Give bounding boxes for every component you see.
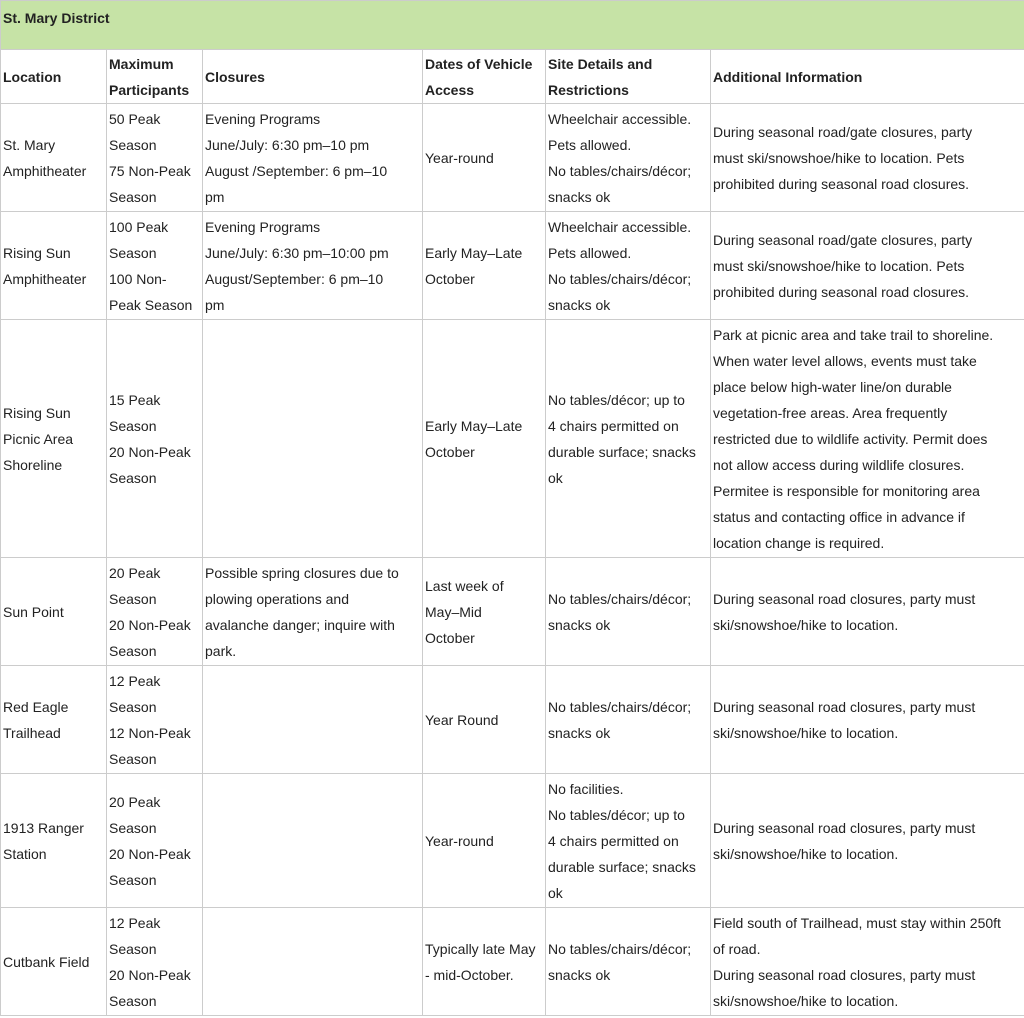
header-participants-line: Participants bbox=[109, 81, 190, 98]
cell-text-line: Early May–Late bbox=[425, 244, 523, 261]
cell-additional-information bbox=[711, 774, 1024, 908]
cell-text-line: Season bbox=[109, 642, 157, 659]
cell-text-line: - mid-October. bbox=[425, 966, 514, 983]
cell-maximum-participants bbox=[107, 320, 203, 558]
cell-text-line: Season bbox=[109, 136, 157, 153]
cell-text-line: During seasonal road closures, party must bbox=[713, 819, 976, 836]
cell-text-line: 20 Peak bbox=[109, 793, 161, 810]
cell-text-line: June/July: 6:30 pm–10:00 pm bbox=[205, 244, 389, 261]
cell-text-line: Season bbox=[109, 188, 157, 205]
header-location: Location bbox=[1, 50, 107, 104]
header-additional-information: Additional Information bbox=[711, 50, 1024, 104]
cell-text-line: When water level allows, events must take bbox=[713, 352, 977, 369]
cell-text-line: ski/snowshoe/hike to location. bbox=[713, 724, 899, 741]
cell-text-line: During seasonal road closures, party must bbox=[713, 966, 976, 983]
cell-text-line: October bbox=[425, 443, 475, 460]
cell-text-line: Year Round bbox=[425, 711, 499, 728]
cell-text-line: ski/snowshoe/hike to location. bbox=[713, 616, 899, 633]
cell-text-line: park. bbox=[205, 642, 237, 659]
table-row bbox=[1, 212, 1024, 320]
cell-maximum-participants bbox=[107, 104, 203, 212]
cell-text-line: status and contacting office in advance if bbox=[713, 508, 965, 525]
cell-site-details bbox=[546, 908, 711, 1016]
cell-site-details bbox=[546, 558, 711, 666]
cell-text-line: prohibited during seasonal road closures. bbox=[713, 283, 970, 300]
cell-text-line: Peak Season bbox=[109, 296, 193, 313]
cell-closures bbox=[203, 908, 423, 1016]
cell-site-details bbox=[546, 104, 711, 212]
cell-location bbox=[1, 666, 107, 774]
header-dates-line: Dates of Vehicle bbox=[425, 55, 533, 72]
table-row bbox=[1, 774, 1024, 908]
cell-dates-of-vehicle-access bbox=[423, 320, 546, 558]
cell-text-line: 50 Peak bbox=[109, 110, 161, 127]
cell-text-line: 4 chairs permitted on bbox=[548, 417, 679, 434]
cell-closures bbox=[203, 212, 423, 320]
cell-text-line: Park at picnic area and take trail to shoreline. bbox=[713, 326, 994, 343]
cell-site-details bbox=[546, 212, 711, 320]
cell-text-line: Last week of bbox=[425, 577, 504, 594]
header-dates-of-vehicle-access bbox=[423, 50, 546, 104]
cell-closures bbox=[203, 320, 423, 558]
cell-text-line: Rising Sun bbox=[3, 244, 71, 261]
cell-text-line: Possible spring closures due to bbox=[205, 564, 399, 581]
table-row bbox=[1, 666, 1024, 774]
cell-text-line: During seasonal road closures, party must bbox=[713, 590, 976, 607]
cell-text-line: No tables/chairs/décor; bbox=[548, 698, 692, 715]
header-access-line: Access bbox=[425, 81, 475, 98]
cell-text-line: Season bbox=[109, 244, 157, 261]
cell-location bbox=[1, 320, 107, 558]
cell-text-line: Typically late May bbox=[425, 940, 536, 957]
cell-text-line: Season bbox=[109, 698, 157, 715]
cell-text-line: Pets allowed. bbox=[548, 244, 632, 261]
cell-maximum-participants bbox=[107, 908, 203, 1016]
cell-dates-of-vehicle-access bbox=[423, 212, 546, 320]
cell-text-line: June/July: 6:30 pm–10 pm bbox=[205, 136, 370, 153]
cell-location bbox=[1, 212, 107, 320]
table-row bbox=[1, 558, 1024, 666]
cell-text-line: No tables/chairs/décor; bbox=[548, 270, 692, 287]
cell-text-line: Early May–Late bbox=[425, 417, 523, 434]
cell-text-line: pm bbox=[205, 296, 225, 313]
cell-text-line: vegetation-free areas. Area frequently bbox=[713, 404, 948, 421]
cell-text-line: No tables/décor; up to bbox=[548, 391, 685, 408]
cell-text-line: durable surface; snacks bbox=[548, 858, 696, 875]
cell-dates-of-vehicle-access bbox=[423, 104, 546, 212]
cell-additional-information bbox=[711, 908, 1024, 1016]
cell-additional-information bbox=[711, 104, 1024, 212]
cell-text-line: snacks ok bbox=[548, 188, 611, 205]
cell-text-line: snacks ok bbox=[548, 296, 611, 313]
cell-text-line: During seasonal road closures, party must bbox=[713, 698, 976, 715]
cell-additional-information bbox=[711, 666, 1024, 774]
cell-text-line: 15 Peak bbox=[109, 391, 161, 408]
cell-text-line: Season bbox=[109, 819, 157, 836]
cell-text-line: 1913 Ranger bbox=[3, 819, 84, 836]
cell-text-line: Trailhead bbox=[3, 724, 61, 741]
header-site-line: Site Details and bbox=[548, 55, 653, 72]
cell-text-line: snacks ok bbox=[548, 724, 611, 741]
cell-text-line: snacks ok bbox=[548, 966, 611, 983]
cell-location bbox=[1, 774, 107, 908]
cell-site-details bbox=[546, 666, 711, 774]
cell-text-line: No tables/chairs/décor; bbox=[548, 162, 692, 179]
cell-text-line: Wheelchair accessible. bbox=[548, 218, 692, 235]
cell-text-line: Season bbox=[109, 469, 157, 486]
cell-text-line: place below high-water line/on durable bbox=[713, 378, 952, 395]
cell-maximum-participants bbox=[107, 774, 203, 908]
cell-additional-information bbox=[711, 558, 1024, 666]
cell-text-line: Station bbox=[3, 845, 47, 862]
cell-text-line: plowing operations and bbox=[205, 590, 349, 607]
cell-text-line: 75 Non-Peak bbox=[109, 162, 191, 179]
table-row bbox=[1, 104, 1024, 212]
cell-text-line: St. Mary bbox=[3, 136, 56, 153]
district-header-row bbox=[1, 1, 1024, 50]
cell-text-line: Pets allowed. bbox=[548, 136, 632, 153]
cell-closures bbox=[203, 558, 423, 666]
cell-text-line: pm bbox=[205, 188, 225, 205]
cell-text-line: Season bbox=[109, 417, 157, 434]
cell-text-line: 12 Peak bbox=[109, 914, 161, 931]
cell-closures bbox=[203, 774, 423, 908]
cell-maximum-participants bbox=[107, 558, 203, 666]
cell-location bbox=[1, 558, 107, 666]
cell-additional-information bbox=[711, 212, 1024, 320]
cell-text-line: During seasonal road/gate closures, party bbox=[713, 123, 973, 140]
cell-text-line: ok bbox=[548, 884, 563, 901]
cell-location bbox=[1, 908, 107, 1016]
cell-text-line: restricted due to wildlife activity. Permit does bbox=[713, 430, 988, 447]
cell-closures bbox=[203, 104, 423, 212]
cell-additional-information bbox=[711, 320, 1024, 558]
cell-text-line: 20 Peak bbox=[109, 564, 161, 581]
cell-text-line: 100 Peak bbox=[109, 218, 169, 235]
cell-text-line: Season bbox=[109, 940, 157, 957]
cell-text-line: ski/snowshoe/hike to location. bbox=[713, 845, 899, 862]
header-maximum-line: Maximum bbox=[109, 55, 174, 72]
cell-dates-of-vehicle-access bbox=[423, 558, 546, 666]
cell-text-line: not allow access during wildlife closures. bbox=[713, 456, 965, 473]
cell-text-line: Permitee is responsible for monitoring area bbox=[713, 482, 980, 499]
table-row bbox=[1, 320, 1024, 558]
cell-text-line: August /September: 6 pm–10 bbox=[205, 162, 388, 179]
cell-text-line: October bbox=[425, 629, 475, 646]
header-site-details bbox=[546, 50, 711, 104]
cell-text-line: snacks ok bbox=[548, 616, 611, 633]
cell-text-line: Field south of Trailhead, must stay within 250ft bbox=[713, 914, 1001, 931]
header-closures: Closures bbox=[203, 50, 423, 104]
cell-text-line: location change is required. bbox=[713, 534, 885, 551]
cell-text-line: Sun Point bbox=[3, 603, 64, 620]
cell-text-line: Season bbox=[109, 871, 157, 888]
cell-text-line: Amphitheater bbox=[3, 162, 87, 179]
cell-text-line: 20 Non-Peak bbox=[109, 966, 191, 983]
cell-text-line: Picnic Area bbox=[3, 430, 74, 447]
cell-maximum-participants bbox=[107, 212, 203, 320]
cell-text-line: Season bbox=[109, 750, 157, 767]
cell-text-line: Season bbox=[109, 992, 157, 1009]
cell-site-details bbox=[546, 774, 711, 908]
cell-text-line: Amphitheater bbox=[3, 270, 87, 287]
cell-text-line: No tables/chairs/décor; bbox=[548, 940, 692, 957]
cell-text-line: Red Eagle bbox=[3, 698, 69, 715]
cell-text-line: 20 Non-Peak bbox=[109, 616, 191, 633]
cell-text-line: must ski/snowshoe/hike to location. Pets bbox=[713, 149, 965, 166]
header-restrictions-line: Restrictions bbox=[548, 81, 629, 98]
cell-text-line: Evening Programs bbox=[205, 218, 321, 235]
cell-text-line: Wheelchair accessible. bbox=[548, 110, 692, 127]
cell-closures bbox=[203, 666, 423, 774]
cell-text-line: Year-round bbox=[425, 832, 494, 849]
cell-text-line: No tables/décor; up to bbox=[548, 806, 685, 823]
cell-text-line: 4 chairs permitted on bbox=[548, 832, 679, 849]
cell-text-line: Evening Programs bbox=[205, 110, 321, 127]
cell-text-line: 100 Non- bbox=[109, 270, 167, 287]
table-row bbox=[1, 908, 1024, 1016]
cell-text-line: 20 Non-Peak bbox=[109, 845, 191, 862]
cell-text-line: avalanche danger; inquire with bbox=[205, 616, 395, 633]
cell-text-line: Rising Sun bbox=[3, 404, 71, 421]
cell-text-line: Season bbox=[109, 590, 157, 607]
cell-dates-of-vehicle-access bbox=[423, 908, 546, 1016]
cell-text-line: During seasonal road/gate closures, party bbox=[713, 231, 973, 248]
cell-text-line: must ski/snowshoe/hike to location. Pets bbox=[713, 257, 965, 274]
cell-dates-of-vehicle-access bbox=[423, 774, 546, 908]
cell-text-line: Shoreline bbox=[3, 456, 63, 473]
cell-text-line: Cutbank Field bbox=[3, 953, 90, 970]
cell-maximum-participants bbox=[107, 666, 203, 774]
cell-text-line: 20 Non-Peak bbox=[109, 443, 191, 460]
cell-text-line: Year-round bbox=[425, 149, 494, 166]
cell-site-details bbox=[546, 320, 711, 558]
cell-text-line: No tables/chairs/décor; bbox=[548, 590, 692, 607]
cell-text-line: durable surface; snacks bbox=[548, 443, 696, 460]
district-title: St. Mary District bbox=[1, 1, 1024, 50]
cell-text-line: prohibited during seasonal road closures. bbox=[713, 175, 970, 192]
cell-text-line: 12 Peak bbox=[109, 672, 161, 689]
column-header-row bbox=[1, 50, 1024, 104]
header-maximum-participants bbox=[107, 50, 203, 104]
cell-text-line: October bbox=[425, 270, 475, 287]
cell-text-line: August/September: 6 pm–10 bbox=[205, 270, 384, 287]
cell-text-line: No facilities. bbox=[548, 780, 624, 797]
cell-dates-of-vehicle-access bbox=[423, 666, 546, 774]
cell-text-line: 12 Non-Peak bbox=[109, 724, 191, 741]
cell-location bbox=[1, 104, 107, 212]
cell-text-line: May–Mid bbox=[425, 603, 482, 620]
cell-text-line: of road. bbox=[713, 940, 761, 957]
cell-text-line: ski/snowshoe/hike to location. bbox=[713, 992, 899, 1009]
cell-text-line: ok bbox=[548, 469, 563, 486]
